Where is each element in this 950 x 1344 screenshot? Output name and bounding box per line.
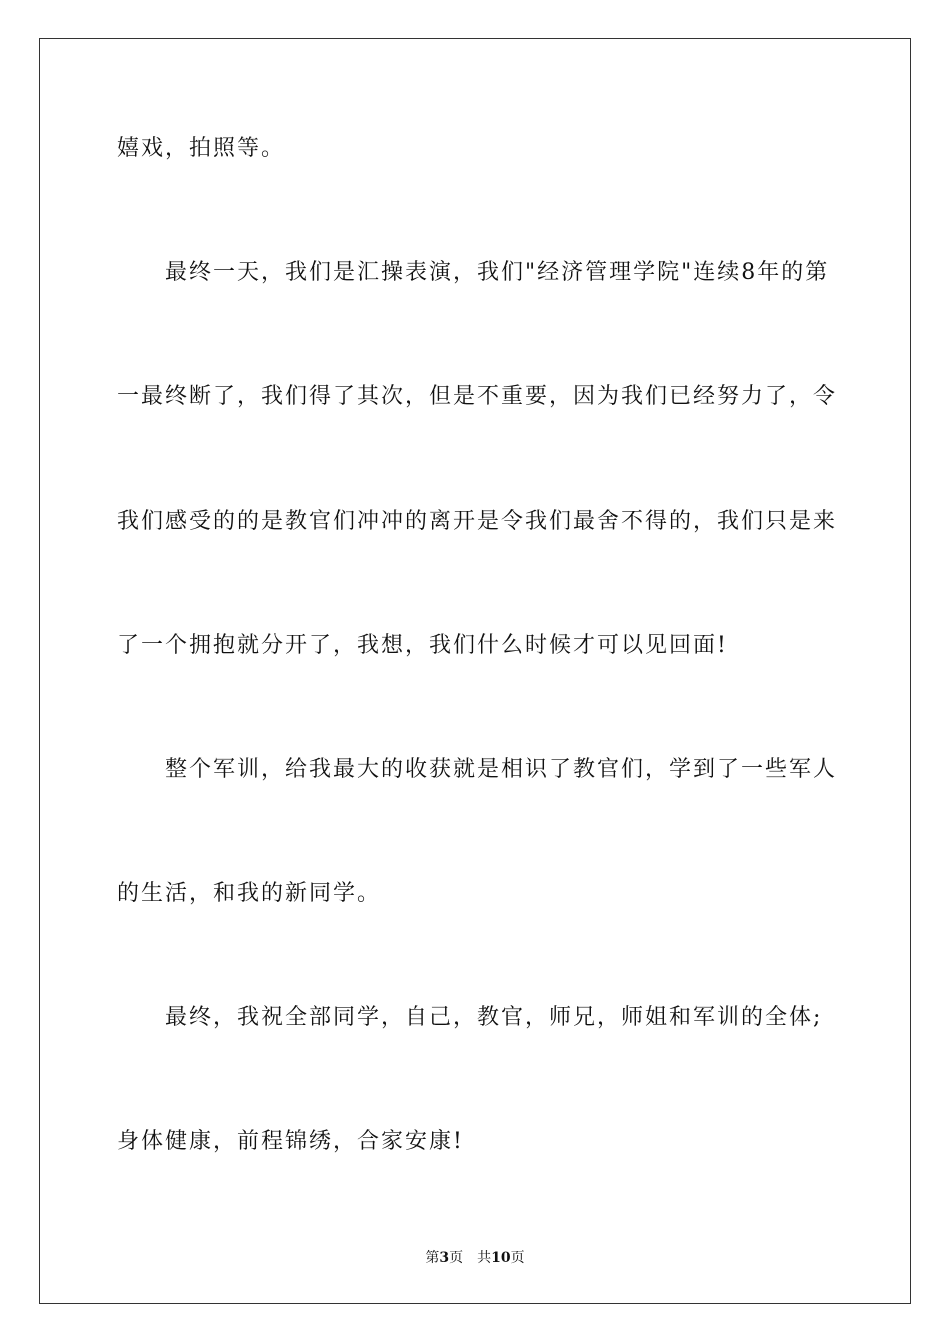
text-line-2: 最终一天，我们是汇操表演，我们"经济管理学院"连续8年的第 bbox=[165, 260, 830, 285]
text-line-3: 一最终断了，我们得了其次，但是不重要，因为我们已经努力了，令 bbox=[117, 384, 838, 409]
text-line-1: 嬉戏，拍照等。 bbox=[117, 136, 286, 161]
text-line-7: 的生活，和我的新同学。 bbox=[117, 881, 382, 906]
text-line-5: 了一个拥抱就分开了，我想，我们什么时候才可以见回面! bbox=[117, 633, 728, 658]
page-number: 3 bbox=[439, 1250, 450, 1266]
total-prefix: 共 bbox=[477, 1250, 492, 1266]
text-line-8: 最终，我祝全部同学，自己，教官，师兄，师姐和军训的全体; bbox=[165, 1005, 823, 1030]
page-prefix: 第 bbox=[425, 1250, 440, 1266]
page-frame bbox=[39, 38, 911, 1304]
page-suffix: 页 bbox=[449, 1250, 464, 1266]
text-line-9: 身体健康，前程锦绣，合家安康! bbox=[117, 1129, 464, 1154]
page-footer bbox=[0, 1248, 950, 1268]
total-pages: 10 bbox=[491, 1250, 511, 1266]
total-suffix: 页 bbox=[510, 1250, 525, 1266]
text-line-6: 整个军训，给我最大的收获就是相识了教官们，学到了一些军人 bbox=[165, 757, 838, 782]
text-line-4: 我们感受的的是教官们冲冲的离开是令我们最舍不得的，我们只是来 bbox=[117, 509, 838, 534]
